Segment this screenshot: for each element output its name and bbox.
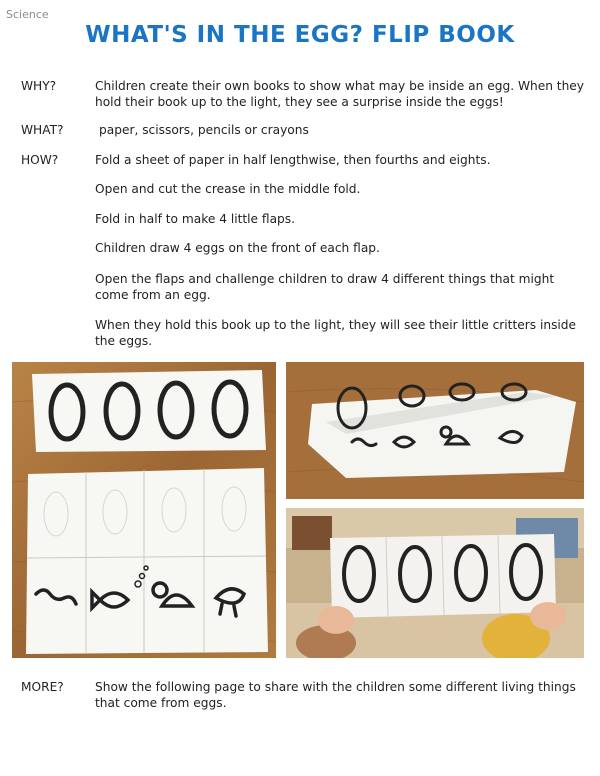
how-step: Fold in half to make 4 little flaps.: [95, 212, 296, 226]
how-step: When they hold this book up to the light, they will see their little critters inside the eggs.: [95, 318, 577, 348]
how-step: Open and cut the crease in the middle fold.: [95, 182, 361, 196]
flipbook-light-photo: [286, 508, 584, 658]
what-label: WHAT?: [21, 123, 64, 137]
flipbook-folded-photo: [286, 362, 584, 499]
how-step: Open the flaps and challenge children to draw 4 different things that might come from an egg.: [95, 272, 555, 302]
how-step: Fold a sheet of paper in half lengthwise, then fourths and eights.: [95, 153, 491, 167]
why-label: WHY?: [21, 79, 57, 93]
flipbook-flat-photo: [12, 362, 276, 658]
more-text: Show the following page to share with the children some different living things that come from eggs.: [95, 680, 576, 710]
how-step: Children draw 4 eggs on the front of each flap.: [95, 241, 380, 255]
more-label: MORE?: [21, 680, 64, 694]
page-title: WHAT'S IN THE EGG? FLIP BOOK: [85, 22, 515, 48]
how-label: HOW?: [21, 153, 59, 167]
category-label: Science: [6, 8, 49, 21]
what-text: paper, scissors, pencils or crayons: [99, 123, 309, 137]
why-text: Children create their own books to show what may be inside an egg. When they hold their book up to the light, they see a surprise inside the eggs!: [95, 79, 585, 109]
